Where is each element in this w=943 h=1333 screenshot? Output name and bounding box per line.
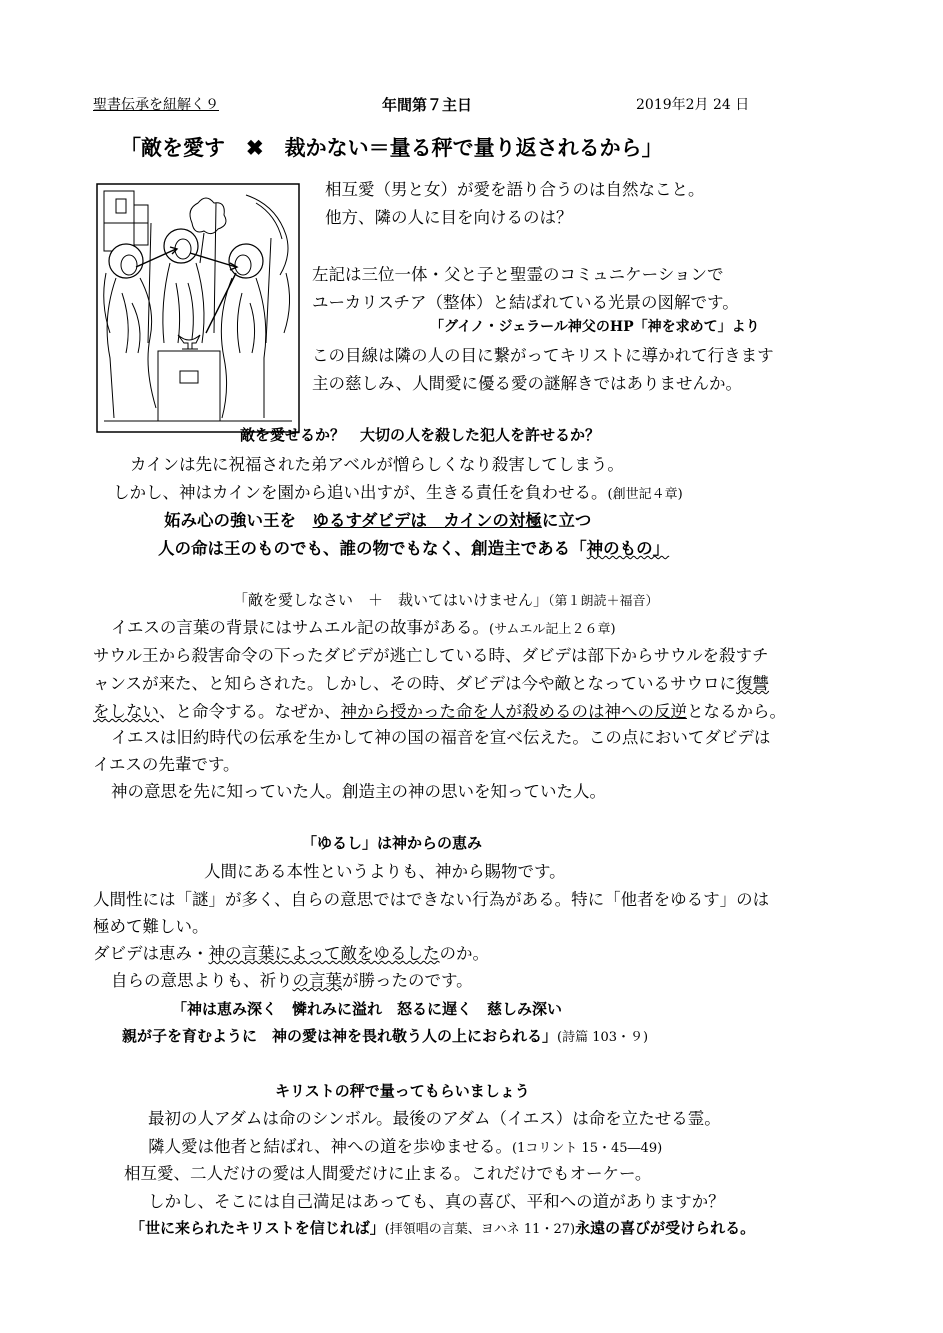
section2-line-6: イエスの先輩です。	[93, 755, 240, 774]
section2-line-3: ャンスが来た、と知らされた。しかし、その時、ダビデは今や敵となっているサウロに復讐	[93, 674, 770, 693]
section2-line-5: イエスは旧約時代の伝承を生かして神の国の福音を宣べ伝えた。この点においてダビデは	[111, 728, 771, 747]
intro-source: 「グイノ・ジェラール神父のHP「神を求めて」より	[430, 319, 760, 335]
section2-line-4: をしない、と命令する。なぜか、神から授かった命を人が殺めるのは神への反逆となるから。	[93, 702, 786, 721]
section1-line-2: しかし、神はカインを園から追い出すが、生きる責任を負わせる。(創世記４章)	[113, 483, 683, 502]
section4-line-2: 隣人愛は他者と結ばれ、神への道を歩ゆませる。(1コリント 15・45―49)	[148, 1137, 663, 1156]
section2-line-1: イエスの言葉の背景にはサムエル記の故事がある。(サムエル記上２６章)	[111, 618, 616, 637]
psalm-quote-1: 「神は恵み深く 憐れみに溢れ 怒るに遅く 慈しみ深い	[172, 1000, 563, 1018]
intro-line-6: 主の慈しみ、人間愛に優る愛の謎解きではありませんか。	[312, 374, 742, 393]
section4-line-3: 相互愛、二人だけの愛は人間愛だけに止まる。これだけでもオーケー。	[124, 1164, 652, 1183]
section3-line-2: 人間性には「謎」が多く、自らの意思ではできない行為がある。特に「他者をゆるす」のは	[93, 890, 770, 909]
intro-line-1: 相互愛（男と女）が愛を語り合うのは自然なこと。	[325, 180, 705, 199]
section1-line-1: カインは先に祝福された弟アベルが憎らしくなり殺害してしまう。	[130, 455, 624, 474]
intro-line-2: 他方、隣の人に目を向けるのは？	[325, 208, 573, 227]
intro-line-3: 左記は三位一体・父と子と聖霊のコミュニケーションで	[312, 265, 724, 284]
section2-heading: 「敵を愛しなさい ＋ 裁いてはいけません」（第１朗読＋福音）	[233, 591, 659, 609]
section2-line-2: サウル王から殺害命令の下ったダビデが逃亡している時、ダビデは部下からサウルを殺すチ	[93, 646, 769, 665]
trinity-icon-illustration	[96, 183, 300, 433]
intro-line-4: ユーカリスチア（整体）と結ばれている光景の図解です。	[312, 293, 739, 312]
section4-line-4: しかし、そこには自己満足はあっても、真の喜び、平和への道がありますか？	[148, 1192, 725, 1211]
series-label: 聖書伝承を紐解く９	[93, 97, 219, 113]
psalm-quote-2: 親が子を育むように 神の愛は神を畏れ敬う人の上におられる」(詩篇 103・９)	[122, 1027, 649, 1045]
section3-line-5: 自らの意思よりも、祈りの言葉が勝ったのです。	[111, 971, 473, 990]
section4-line-1: 最初の人アダムは命のシンボル。最後のアダム（イエス）は命を立たせる霊。	[148, 1109, 721, 1128]
intro-line-5: この目線は隣の人の目に繋がってキリストに導かれて行きます	[312, 346, 774, 365]
section1-heading: 敵を愛せるか？ 大切の人を殺した犯人を許せるか？	[240, 426, 601, 444]
section4-heading: キリストの秤で量ってもらいましょう	[275, 1082, 530, 1100]
section1-line-4: 人の命は王のものでも、誰の物でもなく、創造主である「神のもの」	[158, 539, 670, 558]
liturgical-day: 年間第７主日	[382, 96, 473, 114]
date: 2019年2月 24 日	[636, 97, 750, 113]
section3-heading: 「ゆるし」は神からの恵み	[302, 834, 483, 852]
page-title: 「敵を愛す ✖ 裁かない＝量る秤で量り返されるから」	[120, 135, 663, 160]
section4-line-5: 「世に来られたキリストを信じれば」(拝領唱の言葉、ヨハネ 11・27)永遠の喜びが受けられる。	[130, 1219, 756, 1237]
section3-line-3: 極めて難しい。	[93, 917, 209, 936]
section3-line-1: 人間にある本性というよりも、神から賜物です。	[204, 862, 566, 881]
section2-line-7: 神の意思を先に知っていた人。創造主の神の思いを知っていた人。	[111, 782, 606, 801]
section1-line-3: 妬み心の強い王を ゆるすダビデは カインの対極に立つ	[164, 511, 592, 530]
section3-line-4: ダビデは恵み・神の言葉によって敵をゆるしたのか。	[93, 944, 489, 963]
